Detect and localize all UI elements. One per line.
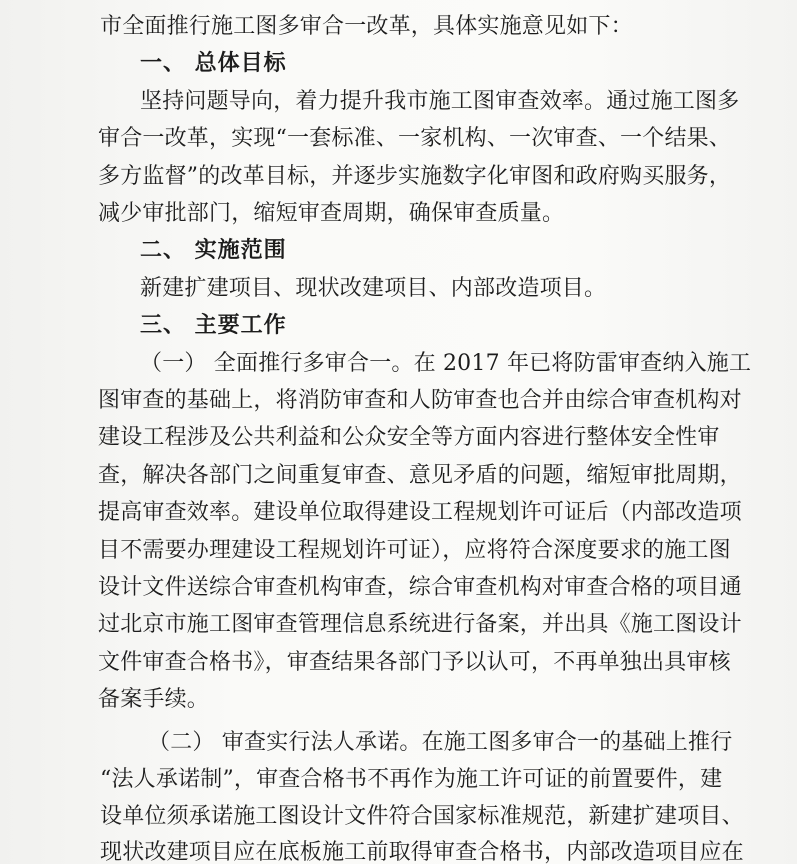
text-line: （二） 审查实行法人承诺。在施工图多审合一的基础上推行 bbox=[148, 730, 733, 755]
text-line: 减少审批部门，缩短审查周期，确保审查质量。 bbox=[98, 201, 565, 226]
text-line: 备案手续。 bbox=[98, 687, 210, 712]
text-line: 查，解决各部门之间重复审查、意见矛盾的问题，缩短审批周期， bbox=[98, 463, 742, 488]
text-line: 提高审查效率。建设单位取得建设工程规划许可证后（内部改造项 bbox=[98, 500, 742, 525]
text-line: 现状改建项目应在底板施工前取得审查合格书，内部改造项目应在 bbox=[100, 840, 744, 864]
text-line: “法人承诺制”，审查合格书不再作为施工许可证的前置要件，建 bbox=[100, 767, 723, 792]
text-line: 坚持问题导向，着力提升我市施工图审查效率。通过施工图多 bbox=[140, 89, 740, 114]
text-line: 目不需要办理建设工程规划许可证），应将符合深度要求的施工图 bbox=[98, 538, 731, 563]
section-heading-3: 三、 主要工作 bbox=[140, 313, 287, 338]
text-line: 设计文件送综合审查机构审查，综合审查机构对审查合格的项目通 bbox=[98, 575, 742, 600]
text-line: （一） 全面推行多审合一。在 2017 年已将防雷审查纳入施工 bbox=[140, 351, 752, 376]
section-heading-1: 一、 总体目标 bbox=[140, 51, 287, 76]
text-line: 文件审查合格书》，审查结果各部门予以认可，不再单独出具审核 bbox=[98, 650, 731, 675]
text-line: 新建扩建项目、现状改建项目、内部改造项目。 bbox=[140, 276, 607, 301]
text-line: 多方监督”的改革目标，并逐步实施数字化审图和政府购买服务， bbox=[98, 164, 732, 189]
text-line: 过北京市施工图审查管理信息系统进行备案，并出具《施工图设计 bbox=[98, 612, 742, 637]
text-line: 审合一改革，实现“一套标准、一家机构、一次审查、一个结果、 bbox=[98, 126, 732, 151]
text-line: 图审查的基础上，将消防审查和人防审查也合并由综合审查机构对 bbox=[98, 388, 742, 413]
text-line: 设单位须承诺施工图设计文件符合国家标准规范，新建扩建项目、 bbox=[100, 804, 744, 829]
section-heading-2: 二、 实施范围 bbox=[140, 238, 287, 263]
text-line: 建设工程涉及公共利益和公众安全等方面内容进行整体安全性审 bbox=[98, 425, 720, 450]
text-line: 市全面推行施工图多审合一改革，具体实施意见如下： bbox=[100, 14, 633, 39]
